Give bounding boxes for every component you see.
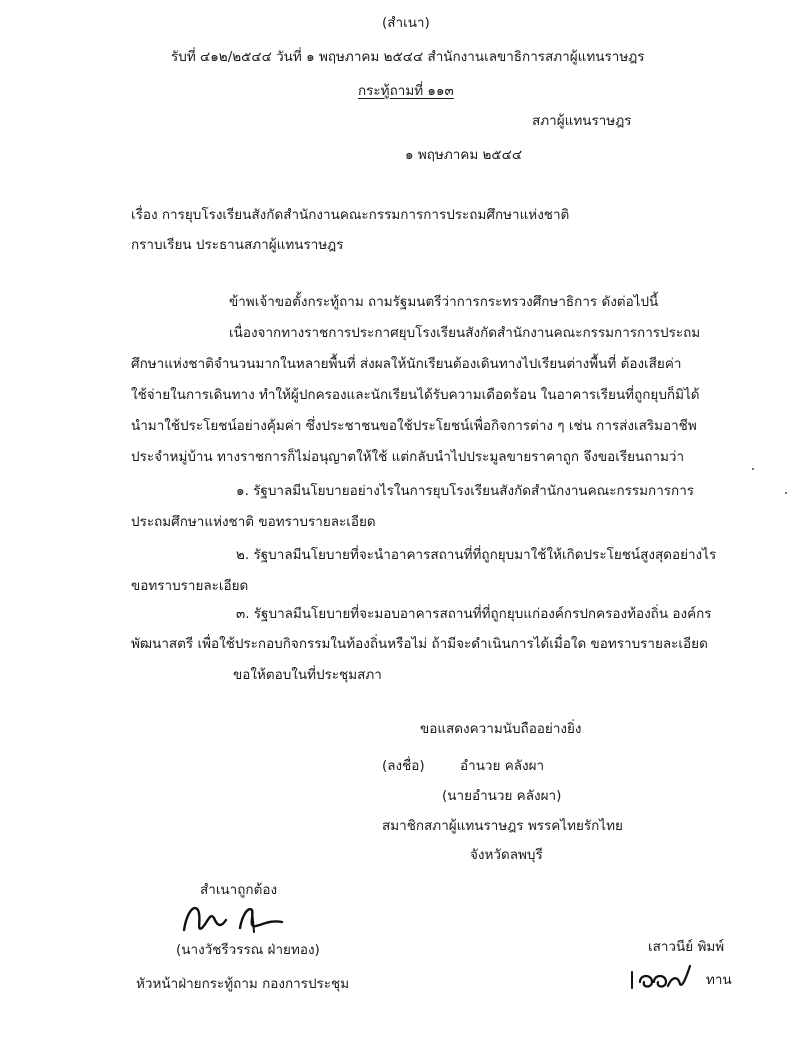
respect-closing: ขอแสดงความนับถืออย่างยิ่ง xyxy=(420,721,582,737)
signer-full-name: (นายอำนวย คลังผา) xyxy=(442,788,562,804)
document-date: ๑ พฤษภาคม ๒๕๔๔ xyxy=(405,147,523,163)
signed-label: (ลงชื่อ) xyxy=(382,758,425,774)
salutation-line: กราบเรียน ประธานสภาผู้แทนราษฎร xyxy=(131,237,344,253)
body-line: ใช้จ่ายในการเดินทาง ทำให้ผู้ปกครองและนักเรียนได้รับความเดือดร้อน ในอาคารเรียนที่ถูกยุบก็มิได้ xyxy=(131,387,700,403)
received-line: รับที่ ๔๑๒/๒๕๔๔ วันที่ ๑ พฤษภาคม ๒๕๔๔ สำนักงานเลขาธิการสภาผู้แทนราษฎร xyxy=(171,49,645,65)
question-3: ๓. รัฐบาลมีนโยบายที่จะมอบอาคารสถานที่ที่ถูกยุบแก่องค์กรปกครองท้องถิ่น องค์กร xyxy=(236,606,712,622)
question-1: ๑. รัฐบาลมีนโยบายอย่างไรในการยุบโรงเรียนสังกัดสำนักงานคณะกรรมการการ xyxy=(236,483,695,499)
body-line: ประจำหมู่บ้าน ทางราชการก็ไม่อนุญาตให้ใช้ แต่กลับนำไปประมูลขายราคาถูก จึงขอเรียนถามว่า xyxy=(131,449,685,465)
body-line: เนื่องจากทางราชการประกาศยุบโรงเรียนสังกัดสำนักงานคณะกรรมการการประถม xyxy=(229,325,701,341)
certifier-title: หัวหน้าฝ่ายกระทู้ถาม กองการประชุม xyxy=(136,976,350,992)
question-1-cont: ประถมศึกษาแห่งชาติ ขอทราบรายละเอียด xyxy=(131,514,376,530)
office-name: สภาผู้แทนราษฎร xyxy=(532,113,632,129)
scan-speck xyxy=(785,492,787,494)
body-line: นำมาใช้ประโยชน์อย่างคุ้มค่า ซึ่งประชาชนขอใช้ประโยชน์เพื่อกิจการต่าง ๆ เช่น การส่งเสริมอาชีพ xyxy=(131,418,697,434)
typed-by: เสาวนีย์ พิมพ์ xyxy=(648,939,725,955)
signer-position: สมาชิกสภาผู้แทนราษฎร พรรคไทยรักไทย xyxy=(382,818,623,834)
opening-paragraph: ข้าพเจ้าขอตั้งกระทู้ถาม ถามรัฐมนตรีว่าการกระทรวงศึกษาธิการ ดังต่อไปนี้ xyxy=(229,294,659,310)
question-2-cont: ขอทราบรายละเอียด xyxy=(131,578,249,594)
copy-mark: (สำเนา) xyxy=(382,15,430,31)
scan-speck xyxy=(752,468,754,470)
signed-name: อำนวย คลังผา xyxy=(460,758,545,774)
question-number: กระทู้ถามที่ ๑๑๓ xyxy=(358,83,454,99)
typist-initials-mark xyxy=(630,958,710,992)
certified-copy-label: สำเนาถูกต้อง xyxy=(200,882,278,898)
answer-request: ขอให้ตอบในที่ประชุมสภา xyxy=(233,667,382,683)
checked-by: ทาน xyxy=(706,972,732,988)
body-line: ศึกษาแห่งชาติจำนวนมากในหลายพื้นที่ ส่งผลให้นักเรียนต้องเดินทางไปเรียนต่างพื้นที่ ต้องเสียค่า xyxy=(131,356,682,372)
question-3-cont: พัฒนาสตรี เพื่อใช้ประกอบกิจกรรมในท้องถิ่นหรือไม่ ถ้ามีจะดำเนินการได้เมื่อใด ขอทราบรายละเอียด xyxy=(131,636,708,652)
question-2: ๒. รัฐบาลมีนโยบายที่จะนำอาคารสถานที่ที่ถูกยุบมาใช้ให้เกิดประโยชน์สูงสุดอย่างไร xyxy=(236,547,717,563)
certifier-name: (นางวัชรีวรรณ ฝ่ายทอง) xyxy=(176,942,320,958)
subject-line: เรื่อง การยุบโรงเรียนสังกัดสำนักงานคณะกรรมการการประถมศึกษาแห่งชาติ xyxy=(131,207,570,223)
signer-province: จังหวัดลพบุรี xyxy=(470,847,543,863)
handwritten-signature xyxy=(178,898,288,940)
